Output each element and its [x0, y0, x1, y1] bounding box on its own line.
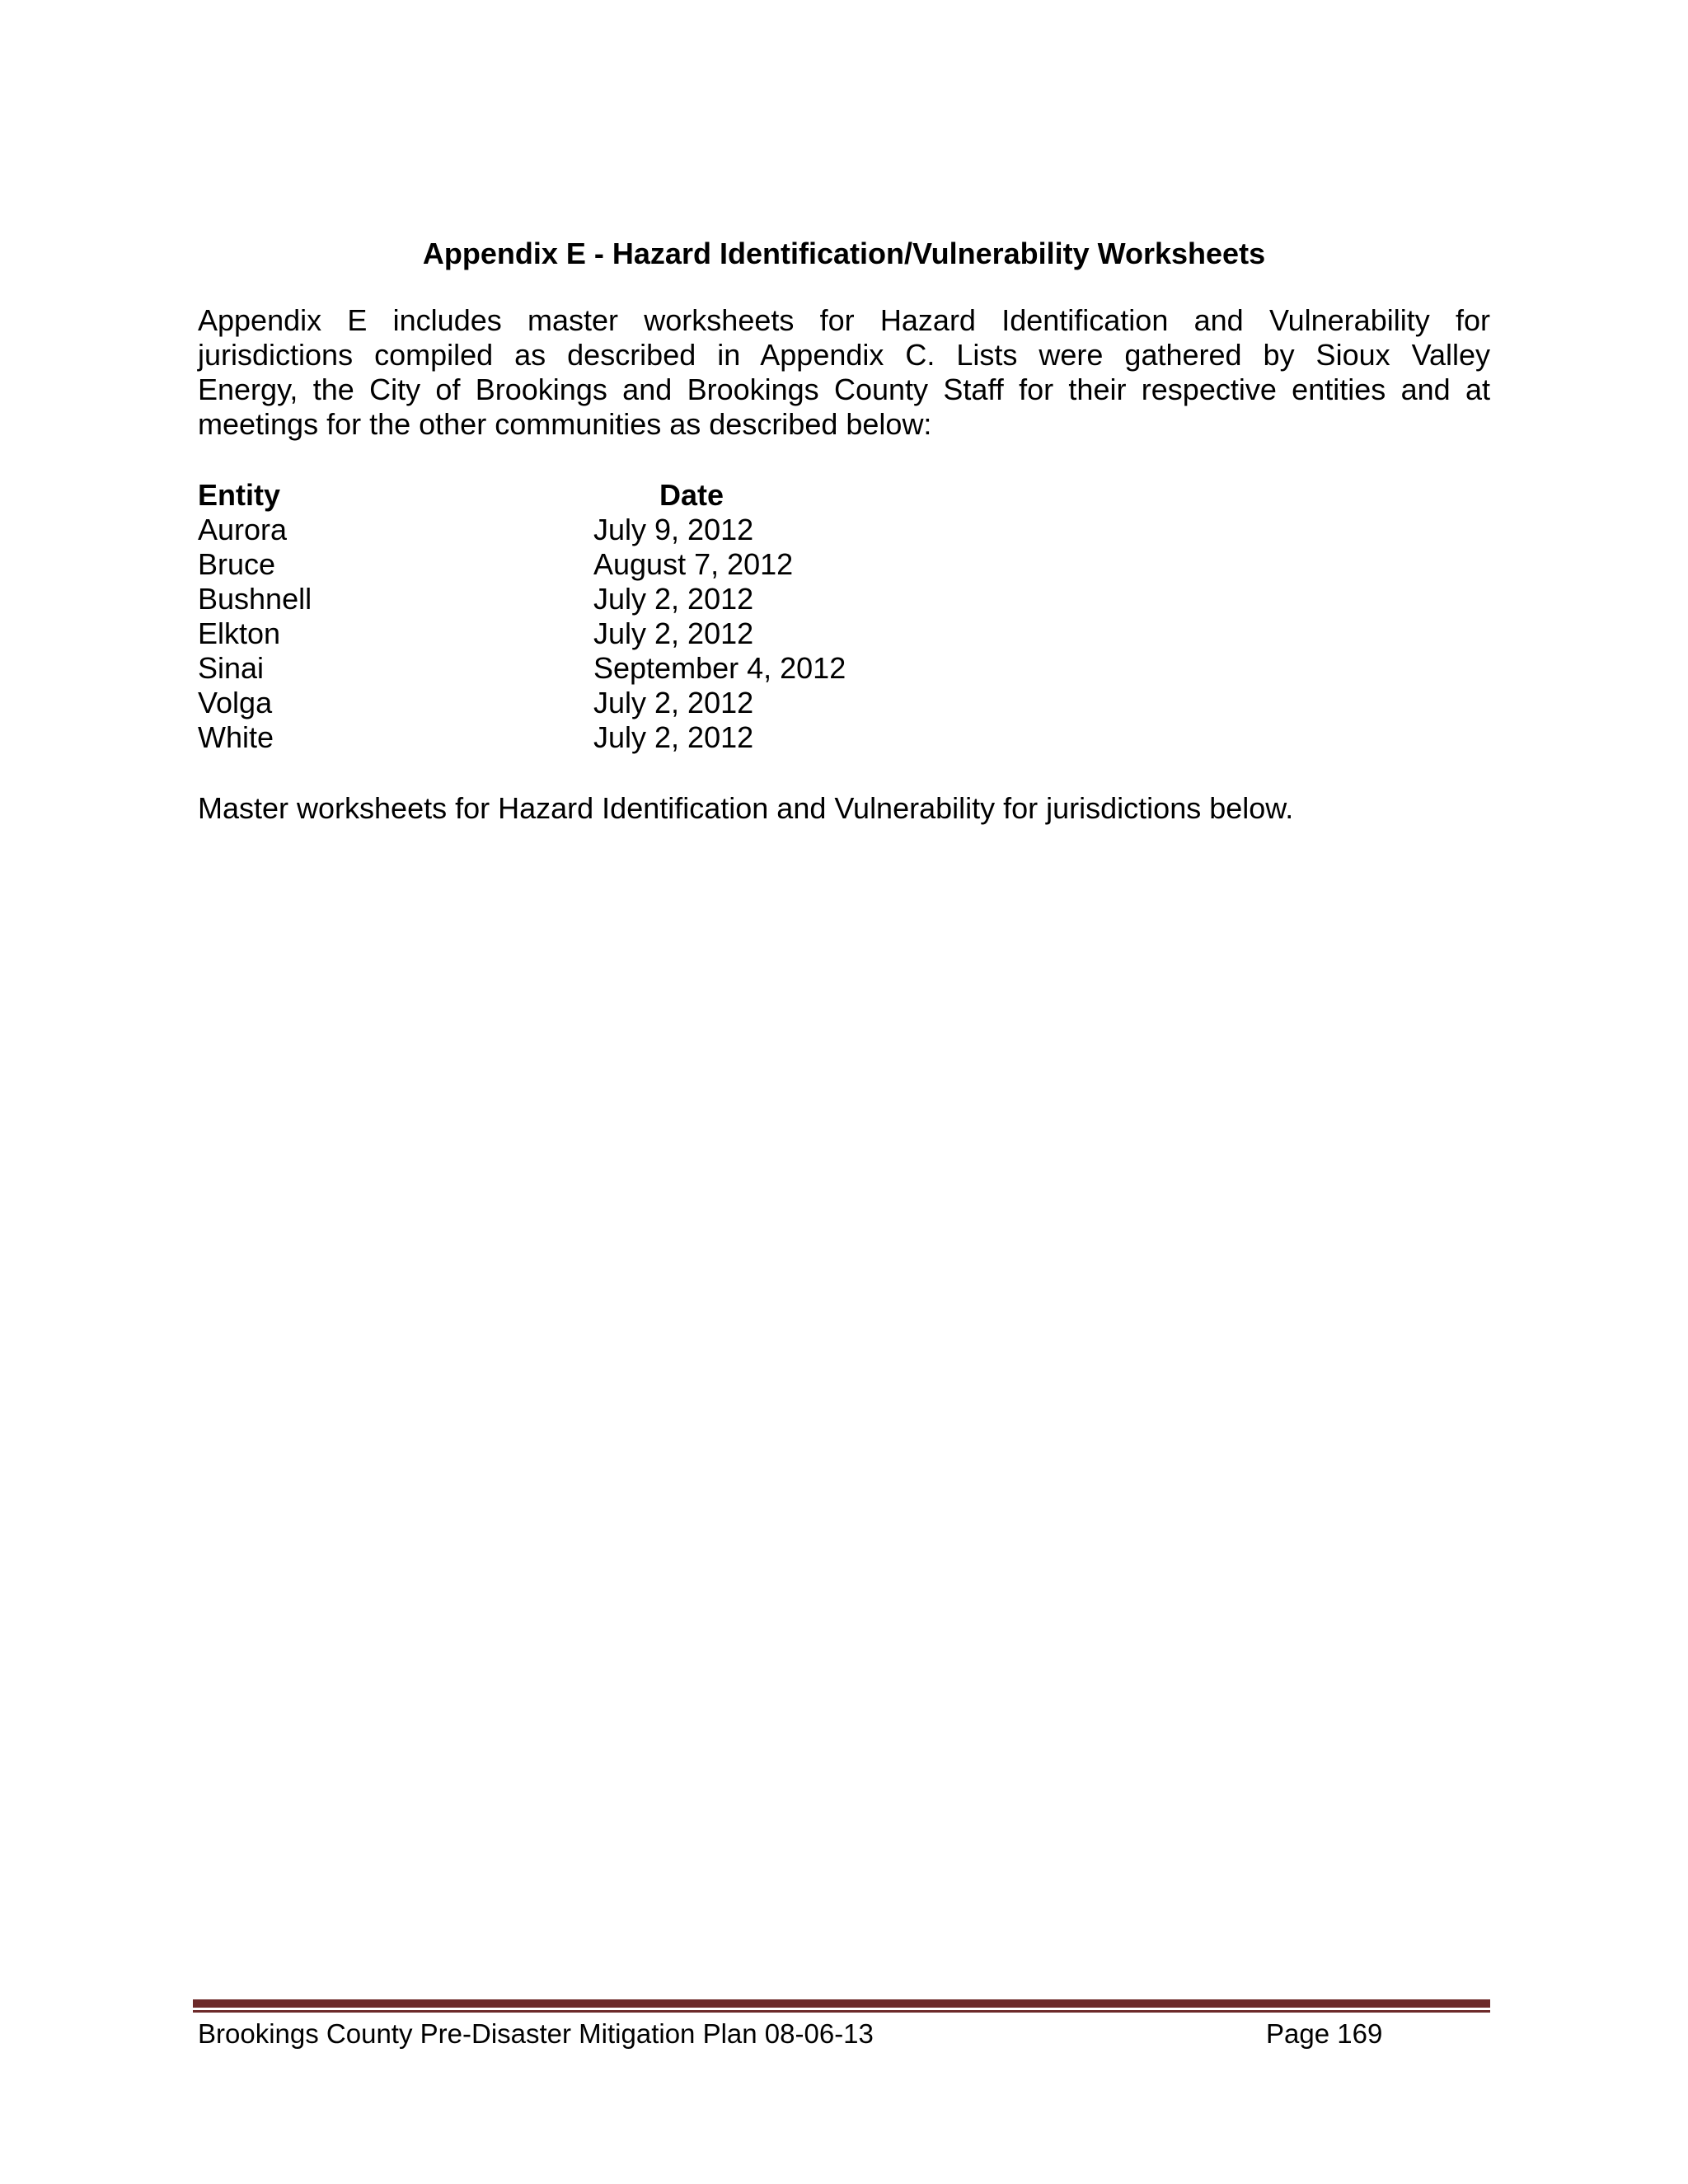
table-row [198, 547, 1022, 582]
entity-cell: Bushnell [198, 582, 312, 616]
footer-rule-thin [193, 2010, 1490, 2013]
footer-page-number: Page 169 [1266, 2018, 1383, 2049]
date-cell: July 2, 2012 [593, 686, 754, 719]
table-row [198, 616, 1022, 651]
entity-cell: Aurora [198, 513, 288, 546]
page-title: Appendix E - Hazard Identification/Vulnerability Worksheets [422, 237, 1266, 270]
entity-cell: White [198, 720, 274, 754]
entity-column-header: Entity [198, 478, 281, 512]
intro-paragraph [198, 303, 1490, 442]
date-cell: July 9, 2012 [593, 513, 754, 546]
table-header-row [198, 478, 1022, 513]
footer-document-title: Brookings County Pre-Disaster Mitigation Plan 08-06-13 [198, 2018, 874, 2049]
table-row [198, 582, 1022, 616]
date-cell: September 4, 2012 [593, 651, 846, 685]
entity-cell: Volga [198, 686, 273, 719]
table-row [198, 720, 1022, 755]
footer-rule [193, 1999, 1490, 2008]
table-row [198, 651, 1022, 686]
intro-line: meetings for the other communities as described below: [198, 407, 932, 441]
intro-line: Appendix E includes master worksheets for Hazard Identification and Vulnerability for [198, 303, 1490, 337]
date-cell: August 7, 2012 [593, 547, 794, 581]
entity-cell: Bruce [198, 547, 276, 581]
date-cell: July 2, 2012 [593, 720, 754, 754]
date-column-header: Date [659, 478, 724, 512]
entity-cell: Sinai [198, 651, 265, 685]
intro-line: jurisdictions compiled as described in Appendix C. Lists were gathered by Sioux Valley [198, 338, 1490, 372]
date-cell: July 2, 2012 [593, 616, 754, 650]
closing-sentence: Master worksheets for Hazard Identification and Vulnerability for jurisdictions below. [198, 791, 1294, 825]
entity-date-table [198, 478, 1022, 755]
intro-line: Energy, the City of Brookings and Brookings County Staff for their respective entities and at [198, 373, 1490, 406]
entity-cell: Elkton [198, 616, 281, 650]
date-cell: July 2, 2012 [593, 582, 754, 616]
table-row [198, 513, 1022, 547]
table-row [198, 686, 1022, 720]
